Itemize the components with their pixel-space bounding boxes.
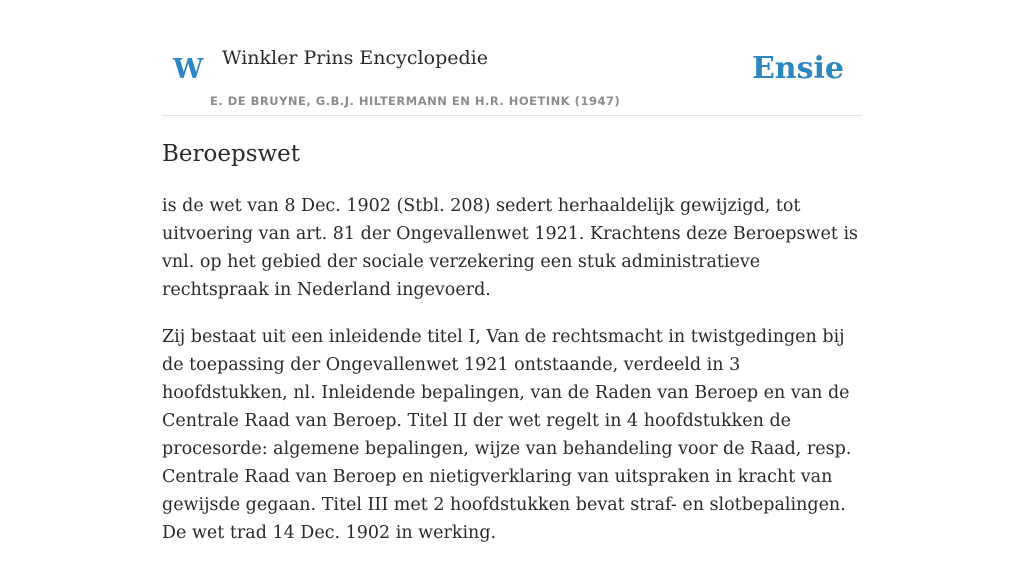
source-title-link[interactable]: Winkler Prins Encyclopedie <box>222 47 488 69</box>
article-paragraph: Zij bestaat uit een inleidende titel I, Van de rechtsmacht in twistgedingen bij de toepassing der Ongevallenwet 1921 ontstaande, verdeeld in 3 hoofdstukken, nl. Inleidende bepalingen, van de Raden van Beroep en van de Centrale Raad van Beroep. Titel II der wet regelt in 4 hoofdstukken de procesorde: algemene bepalingen, wijze van behandeling voor de Raad, resp. Centrale Raad van Beroep en nietigverklaring van uitspraken in kracht van gewijsde gegaan. Titel III met 2 hoofdstukken bevat straf- en slotbepalingen. De wet trad 14 Dec. 1902 in werking. <box>162 327 852 543</box>
source-authors: E. DE BRUYNE, G.B.J. HILTERMANN EN H.R. HOETINK (1947) <box>210 94 621 108</box>
winkler-prins-logo[interactable]: W <box>173 54 204 85</box>
article-paragraph: is de wet van 8 Dec. 1902 (Stbl. 208) sedert herhaaldelijk gewijzigd, tot uitvoering van art. 81 der Ongevallenwet 1921. Krachtens deze Beroepswet is vnl. op het gebied der sociale verzekering een stuk administratieve rechtspraak in Nederland ingevoerd. <box>162 196 859 300</box>
ensie-logo[interactable]: Ensie <box>751 51 844 86</box>
site-header <box>162 34 862 116</box>
article-body <box>162 192 867 566</box>
article-title: Beroepswet <box>162 141 301 167</box>
